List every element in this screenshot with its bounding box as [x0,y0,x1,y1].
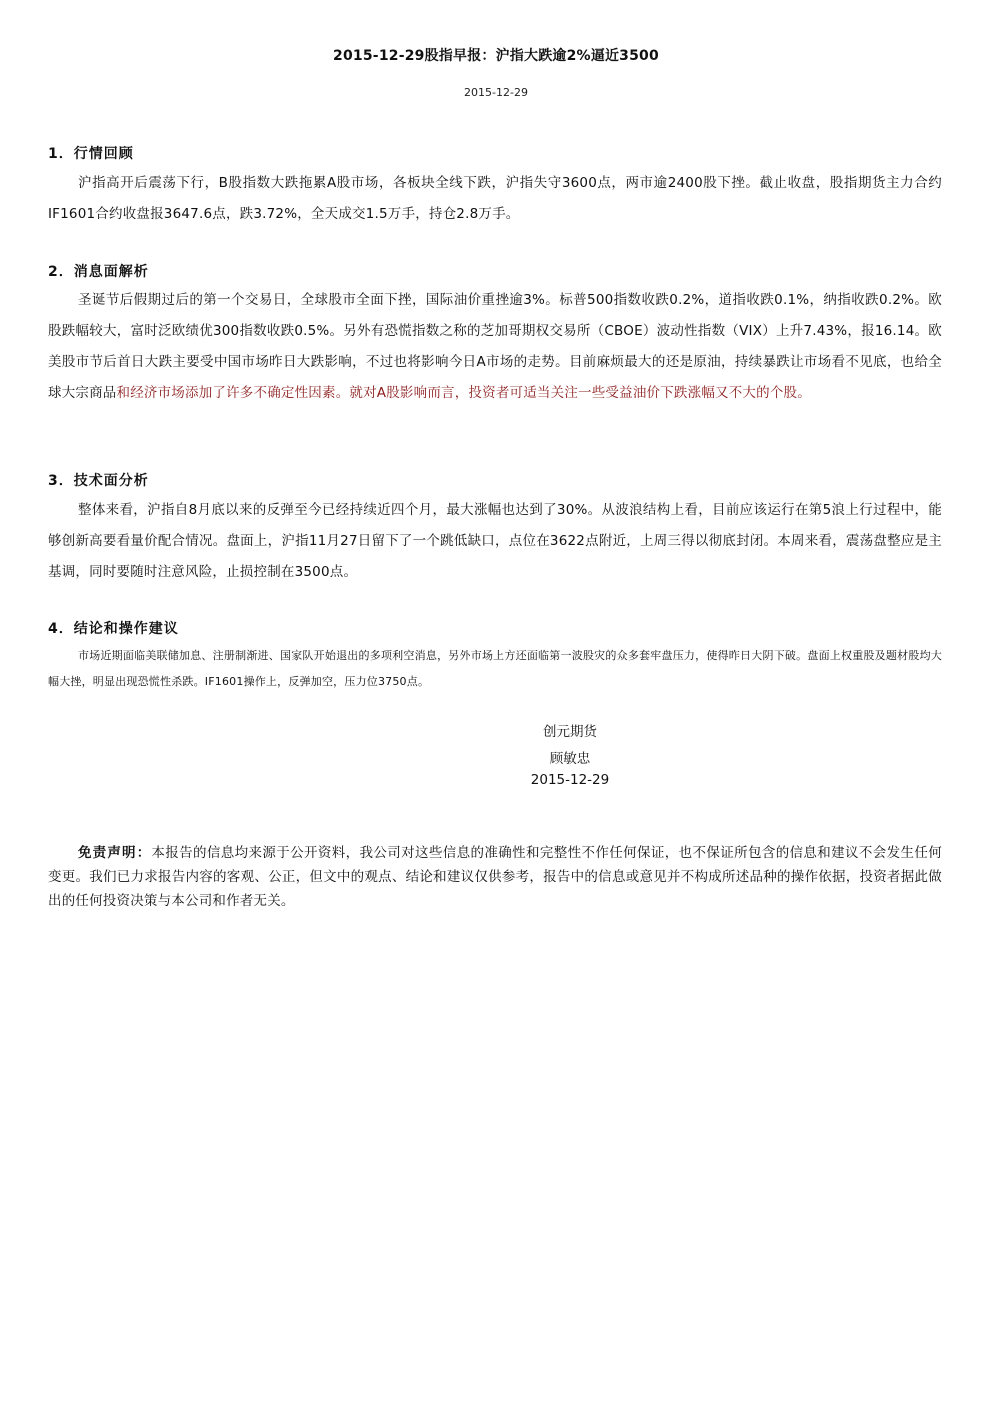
signature-date: 2015-12-29 [530,772,610,788]
section-heading-news-analysis: 2．消息面解析 [48,264,149,280]
section-body-market-review: 沪指高开后震荡下行，B股指数大跌拖累A股市场，各板块全线下跌，沪指失守3600点，两市逾2400股下挫。截止收盘，股指期货主力合约IF1601合约收盘报3647.6点，跌3.72%，全天成交1.5万手，持仓2.8万手。 [48,175,942,222]
disclaimer-text: 本报告的信息均来源于公开资料，我公司对这些信息的准确性和完整性不作任何保证，也不保证所包含的信息和建议不会发生任何变更。我们已力求报告内容的客观、公正，但文中的观点、结论和建议仅供参考，报告中的信息或意见并不构成所述品种的操作依据，投资者据此做出的任何投资决策与本公司和作者无关。 [48,845,942,909]
section-body-technical-analysis: 整体来看，沪指自8月底以来的反弹至今已经持续近四个月，最大涨幅也达到了30%。从波浪结构上看，目前应该运行在第5浪上行过程中，能够创新高要看量价配合情况。盘面上，沪指11月27日留下了一个跳低缺口，点位在3622点附近，上周三得以彻底封闭。本周来看，震荡盘整应是主基调，同时要随时注意风险，止损控制在3500点。 [48,502,942,580]
disclaimer-label: 免责声明： [78,845,152,861]
disclaimer [48,841,942,913]
section-heading-market-review: 1．行情回顾 [48,146,134,162]
section-heading-conclusion: 4．结论和操作建议 [48,621,179,637]
document-title: 2015-12-29股指早报：沪指大跌逾2%逼近3500 [333,48,659,64]
signature-author: 顾敏忠 [549,751,591,767]
news-analysis-text: 圣诞节后假期过后的第一个交易日，全球股市全面下挫，国际油价重挫逾3%。标普500指数收跌0.2%，道指收跌0.1%，纳指收跌0.2%。欧股跌幅较大，富时泛欧绩优300指数收跌0.5%。另外有恐慌指数之称的芝加哥期权交易所（CBOE）波动性指数（VIX）上升7.43%，报16.14。欧美股市节后首日大跌主要受中国市场昨日大跌影响，不过也将影响今日A市场的走势。目前麻烦最大的还是原油，持续暴跌让市场看不见底，也给全球大宗商品 [48,292,942,401]
section-body-news-analysis [48,285,942,409]
signature-company: 创元期货 [543,724,597,740]
news-analysis-highlight: 和经济市场添加了许多不确定性因素。就对A股影响而言，投资者可适当关注一些受益油价下跌涨幅又不大的个股。 [116,385,811,401]
document-date: 2015-12-29 [464,86,528,99]
section-body-conclusion: 市场近期面临美联储加息、注册制渐进、国家队开始退出的多项利空消息，另外市场上方还面临第一波股灾的众多套牢盘压力，使得昨日大阴下破。盘面上权重股及题材股均大幅大挫，明显出现恐慌性杀跌。IF1601操作上，反弹加空，压力位3750点。 [48,649,942,688]
section-heading-technical-analysis: 3．技术面分析 [48,473,149,489]
